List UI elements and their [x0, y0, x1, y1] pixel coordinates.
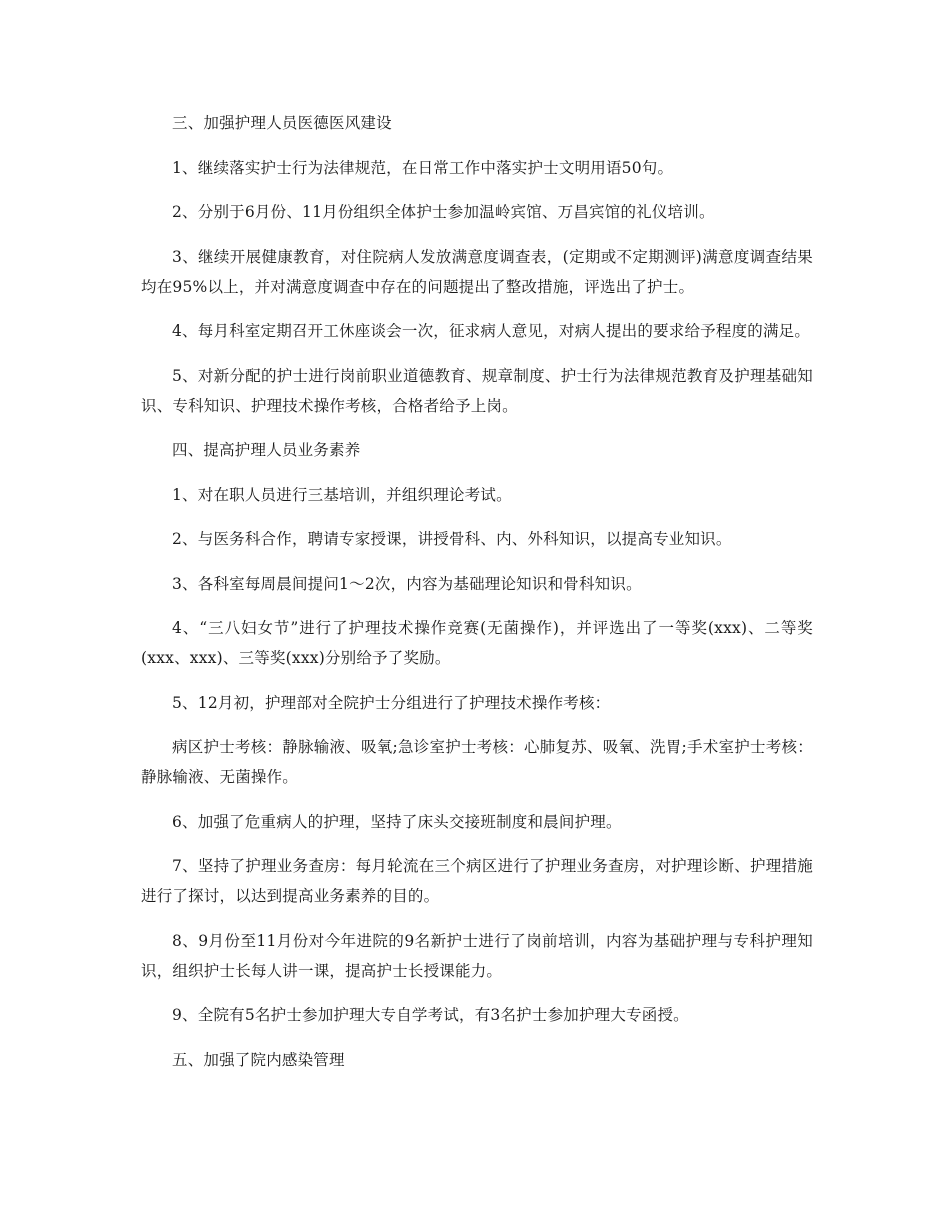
paragraph: 1、继续落实护士行为法律规范，在日常工作中落实护士文明用语50句。 [172, 158, 674, 177]
paragraph: 4、“三八妇女节”进行了护理技术操作竞赛(无菌操作)，并评选出了一等奖(xxx)、二等奖(xxx、xxx)、三等奖(xxx)分别给予了奖励。 [141, 619, 813, 667]
paragraph: 3、继续开展健康教育，对住院病人发放满意度调查表，(定期或不定期测评)满意度调查结果均在95%以上，并对满意度调查中存在的问题提出了整改措施，评选出了护士。 [141, 247, 813, 296]
paragraph: 2、分别于6月份、11月份组织全体护士参加温岭宾馆、万昌宾馆的礼仪培训。 [172, 203, 715, 221]
paragraph: 8、9月份至11月份对今年进院的9名新护士进行了岗前培训，内容为基础护理与专科护理知识，组织护士长每人讲一课，提高护士长授课能力。 [141, 931, 813, 980]
document-page [141, 108, 813, 1089]
paragraph: 5、12月初，护理部对全院护士分组进行了护理技术操作考核： [172, 693, 611, 712]
paragraph: 6、加强了危重病人的护理，坚持了床头交接班制度和晨间护理。 [172, 812, 622, 831]
paragraph: 5、对新分配的护士进行岗前职业道德教育、规章制度、护士行为法律规范教育及护理基础知识、专科知识、护理技术操作考核，合格者给予上岗。 [141, 366, 813, 415]
paragraph: 病区护士考核：静脉输液、吸氧;急诊室护士考核：心肺复苏、吸氧、洗胃;手术室护士考核：静脉输液、无菌操作。 [141, 738, 813, 786]
section-heading-3: 三、加强护理人员医德医风建设 [172, 114, 392, 132]
paragraph: 7、坚持了护理业务查房：每月轮流在三个病区进行了护理业务查房，对护理诊断、护理措施进行了探讨，以达到提高业务素养的目的。 [141, 857, 813, 905]
paragraph: 1、对在职人员进行三基培训，并组织理论考试。 [172, 485, 512, 504]
paragraph: 9、全院有5名护士参加护理大专自学考试，有3名护士参加护理大专函授。 [172, 1006, 689, 1024]
section-heading-5: 五、加强了院内感染管理 [172, 1050, 345, 1069]
paragraph: 3、各科室每周晨间提问1～2次，内容为基础理论知识和骨科知识。 [172, 574, 642, 593]
section-heading-4: 四、提高护理人员业务素养 [172, 441, 361, 459]
paragraph: 4、每月科室定期召开工休座谈会一次，征求病人意见，对病人提出的要求给予程度的满足。 [172, 322, 811, 340]
paragraph: 2、与医务科合作，聘请专家授课，讲授骨科、内、外科知识，以提高专业知识。 [172, 530, 732, 548]
